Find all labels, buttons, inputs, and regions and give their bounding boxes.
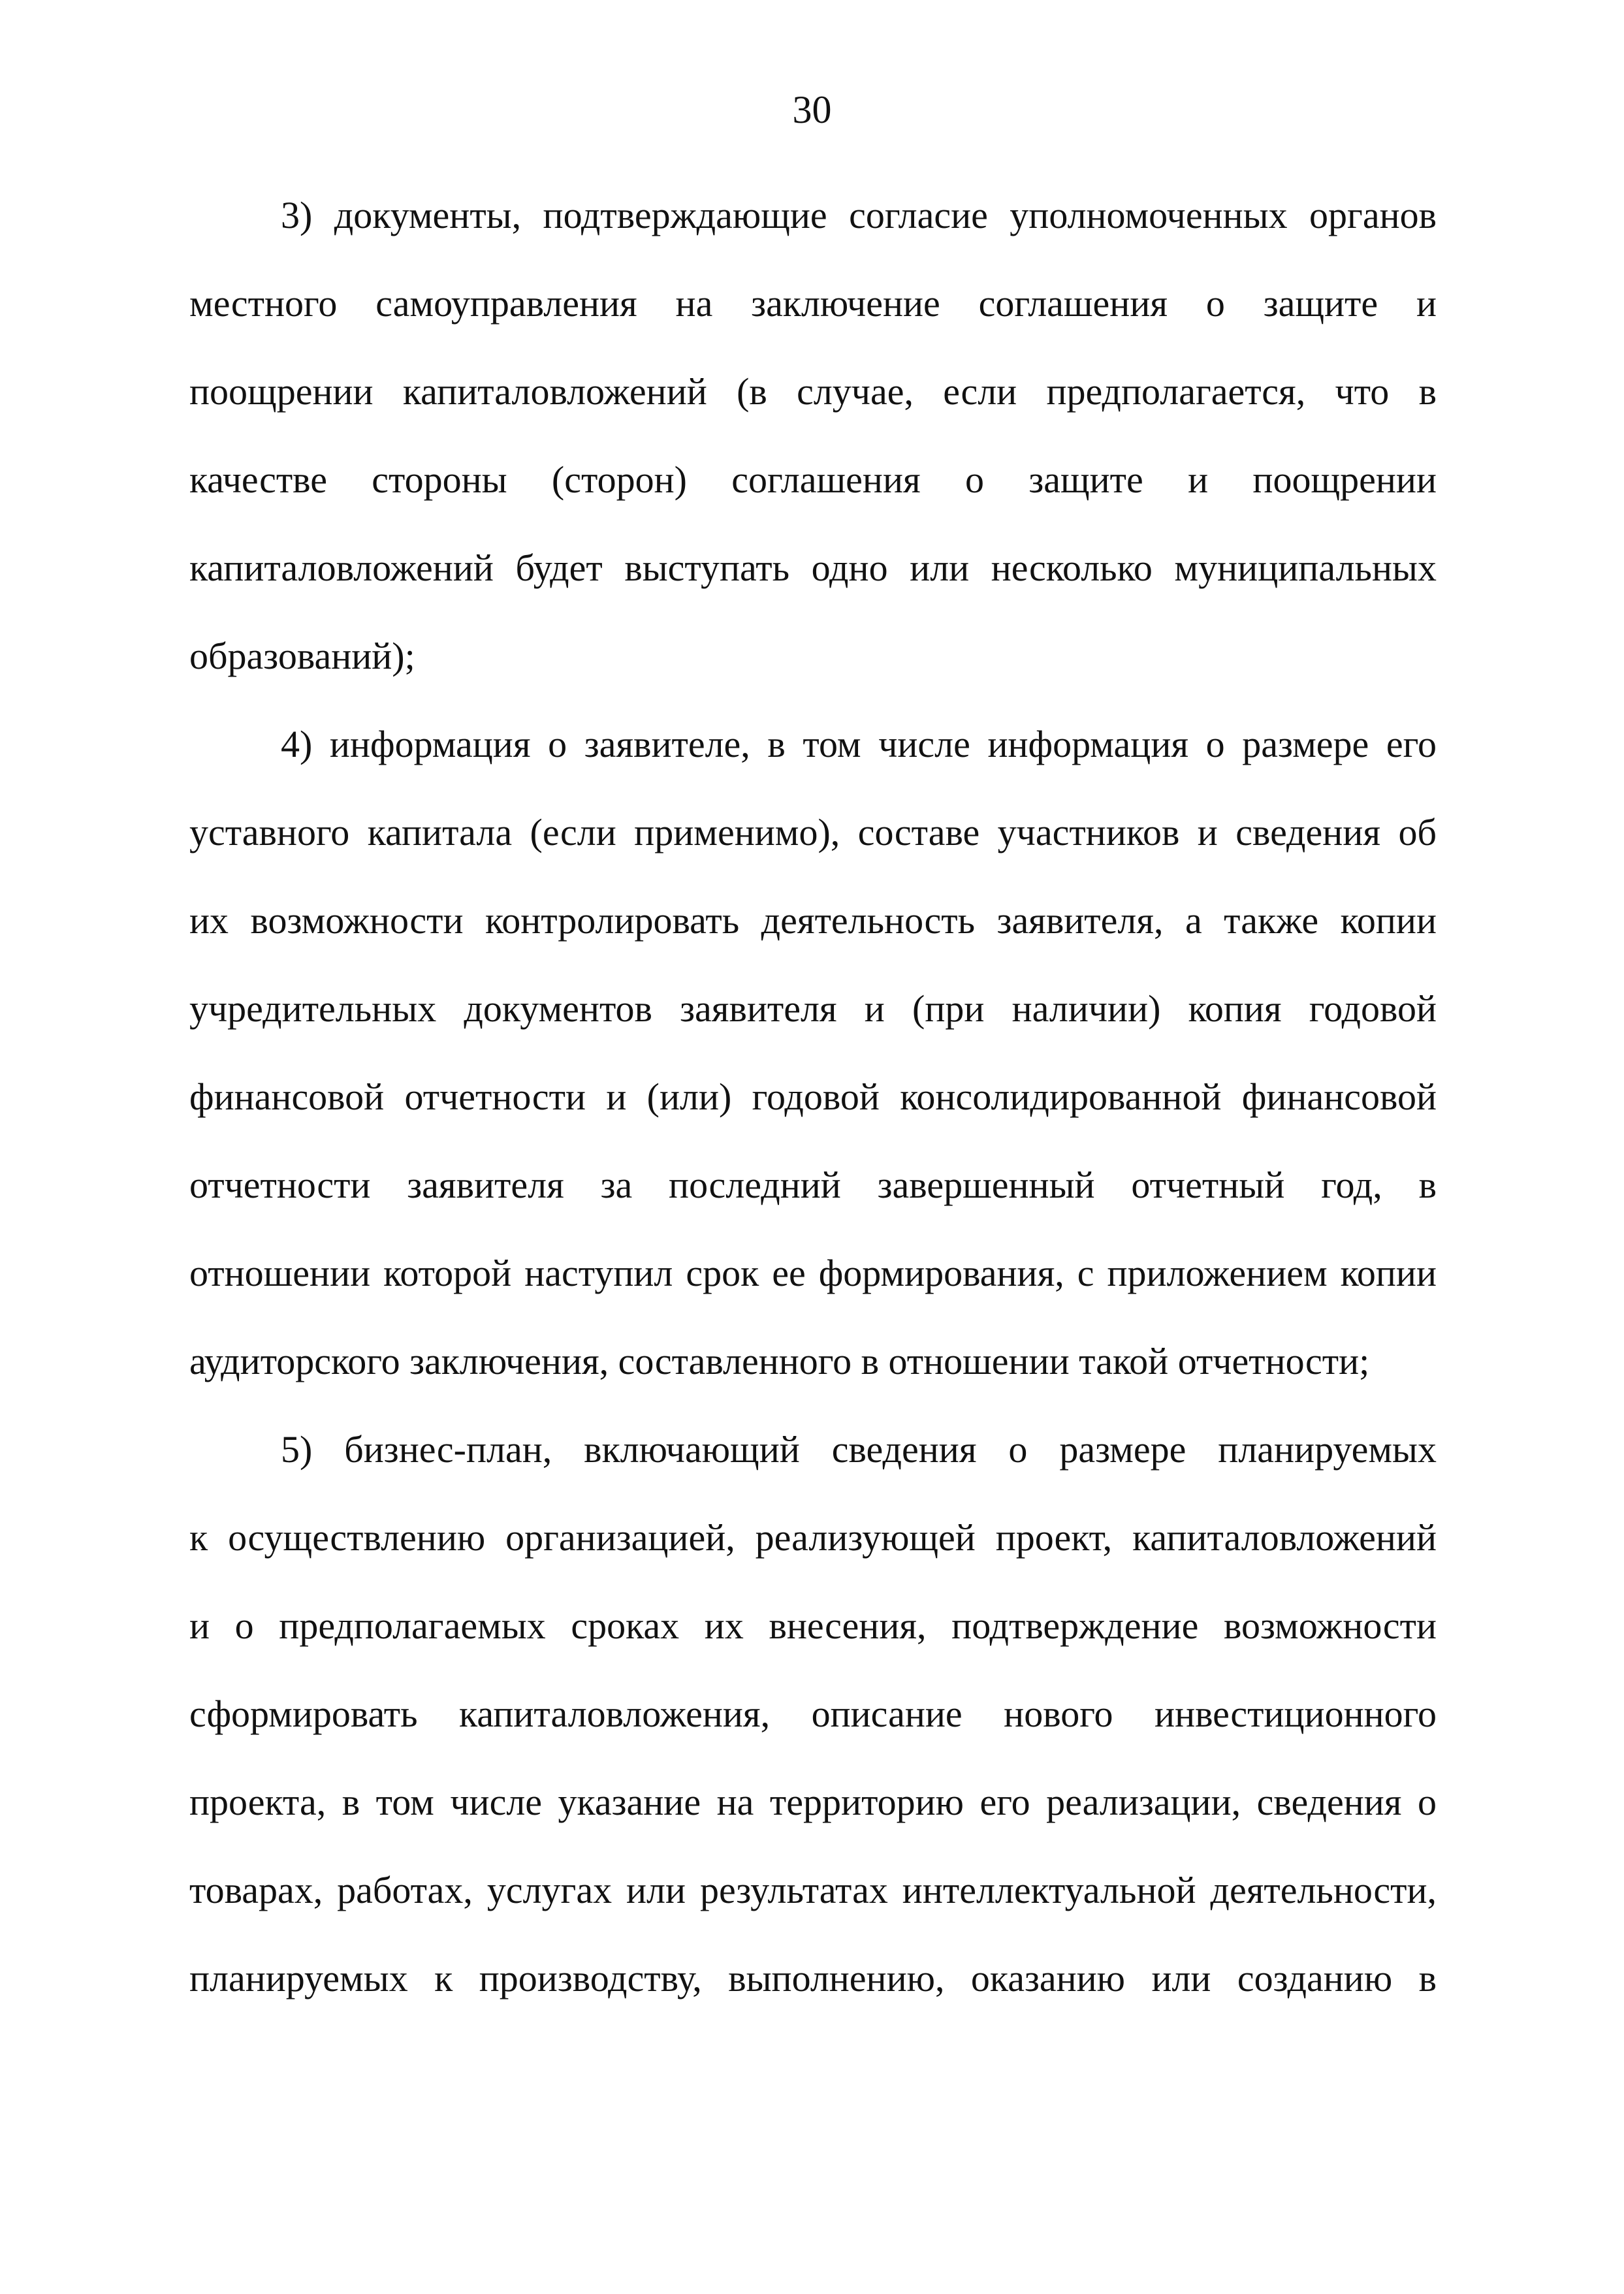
paragraph-line: капиталовложений будет выступать одно или несколько муниципальных bbox=[189, 547, 1437, 589]
paragraph-line: учредительных документов заявителя и (при наличии) копия годовой bbox=[189, 987, 1437, 1030]
paragraph-line: отношении которой наступил срок ее формирования, с приложением копии bbox=[189, 1252, 1437, 1294]
paragraph-line: местного самоуправления на заключение соглашения о защите и bbox=[189, 282, 1437, 325]
paragraph-line: качестве стороны (сторон) соглашения о защите и поощрении bbox=[189, 458, 1437, 501]
page-number: 30 bbox=[792, 88, 832, 131]
paragraph-item-5 bbox=[189, 1405, 1437, 2022]
paragraph-item-4 bbox=[189, 700, 1437, 1405]
paragraph-line: сформировать капиталовложения, описание нового инвестиционного bbox=[189, 1693, 1437, 1735]
document-body bbox=[189, 171, 1437, 2022]
paragraph-line: планируемых к производству, выполнению, оказанию или созданию в bbox=[189, 1957, 1437, 1999]
paragraph-line: отчетности заявителя за последний завершенный отчетный год, в bbox=[189, 1164, 1437, 1206]
paragraph-line: товарах, работах, услугах или результатах интеллектуальной деятельности, bbox=[189, 1869, 1437, 1911]
paragraph-line: финансовой отчетности и (или) годовой консолидированной финансовой bbox=[189, 1075, 1437, 1118]
paragraph-line: 5) бизнес-план, включающий сведения о размере планируемых bbox=[281, 1428, 1437, 1471]
paragraph-line: и о предполагаемых сроках их внесения, подтверждение возможности bbox=[189, 1604, 1437, 1647]
paragraph-item-3 bbox=[189, 171, 1437, 700]
paragraph-line: аудиторского заключения, составленного в отношении такой отчетности; bbox=[189, 1340, 1370, 1382]
paragraph-line: 3) документы, подтверждающие согласие уполномоченных органов bbox=[281, 194, 1437, 236]
paragraph-line: к осуществлению организацией, реализующей проект, капиталовложений bbox=[189, 1516, 1437, 1559]
paragraph-line: образований); bbox=[189, 635, 415, 677]
paragraph-line: 4) информация о заявителе, в том числе информация о размере его bbox=[281, 723, 1437, 765]
paragraph-line: проекта, в том числе указание на территорию его реализации, сведения о bbox=[189, 1781, 1437, 1823]
paragraph-line: уставного капитала (если применимо), составе участников и сведения об bbox=[189, 811, 1437, 853]
paragraph-line: поощрении капиталовложений (в случае, если предполагается, что в bbox=[189, 370, 1437, 413]
paragraph-line: их возможности контролировать деятельность заявителя, а также копии bbox=[189, 899, 1437, 942]
